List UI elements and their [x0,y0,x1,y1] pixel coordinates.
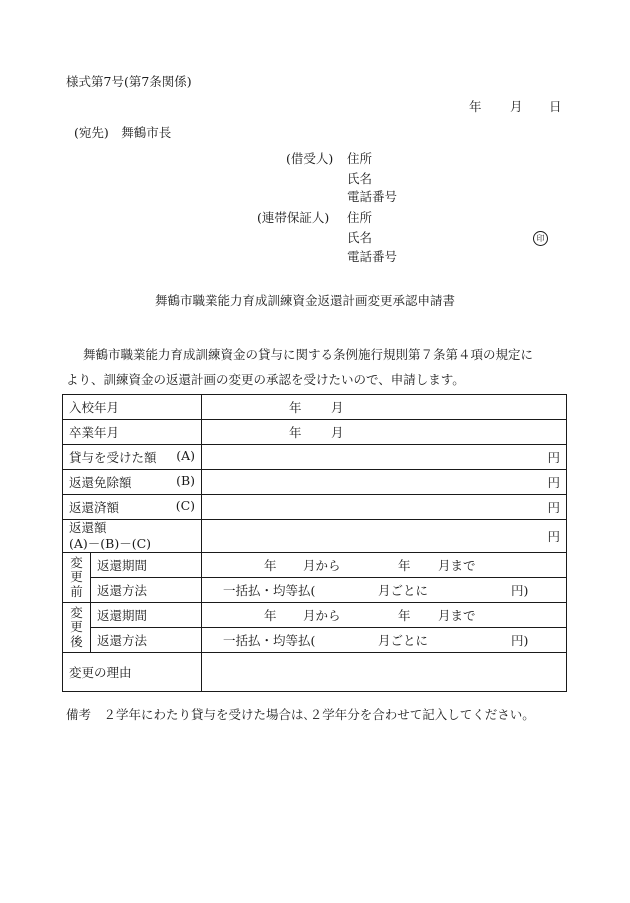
after-method-label: 返還方法 [91,628,202,653]
graduation-year: 年 [289,425,302,440]
before-change-label [63,553,91,603]
graduation-label: 卒業年月 [63,420,202,445]
body-line-1: 舞鶴市職業能力育成訓練資金の貸与に関する条例施行規則第７条第４項の規定に [83,347,534,362]
before-period-value[interactable] [202,553,567,578]
before-until-year: 年 [398,558,411,573]
table-row [63,420,567,445]
after-method-close: 円) [511,633,529,648]
remaining-value[interactable]: 円 [202,520,567,553]
remaining-label-line1: 返還額 [69,520,107,536]
after-method-value[interactable] [202,628,567,653]
form-number: 様式第7号(第7条関係) [66,74,192,89]
amount-b-code: (B) [176,473,196,488]
application-table [62,394,567,692]
date-year: 年 [469,99,482,114]
body-line-2: より、訓練資金の返還計画の変更の承認を受けたいので、申請します。 [66,372,465,387]
after-from-month: 月から [303,608,341,623]
after-char-3: 後 [70,633,83,649]
table-row [63,470,567,495]
after-method-text: 一括払・均等払( [223,633,316,648]
after-method-every: 月ごとに [378,633,429,648]
amount-a-value[interactable]: 円 [202,445,567,470]
enrollment-month: 月 [331,400,344,415]
guarantor-phone-label: 電話番号 [347,249,398,264]
before-char-3: 前 [70,583,83,599]
reason-label: 変更の理由 [63,653,202,692]
seal-mark: 印 [533,231,548,246]
amount-c-text: 返還済額 [69,500,120,515]
before-period-label: 返還期間 [91,553,202,578]
before-char-1: 変 [70,554,83,570]
after-until-year: 年 [398,608,411,623]
before-from-month: 月から [303,558,341,573]
table-row [63,520,567,553]
before-method-label: 返還方法 [91,578,202,603]
amount-b-text: 返還免除額 [69,475,132,490]
date-day: 日 [549,99,562,114]
table-row [63,395,567,420]
amount-a-code: (A) [176,448,196,463]
guarantor-name-label: 氏名 [347,230,373,245]
after-from-year: 年 [264,608,277,623]
graduation-value[interactable] [202,420,567,445]
enrollment-year: 年 [289,400,302,415]
amount-b-value[interactable]: 円 [202,470,567,495]
table-row [63,603,567,628]
before-char-2: 更 [70,569,83,585]
table-row [63,628,567,653]
before-until-month: 月まで [438,558,476,573]
before-method-every: 月ごとに [378,583,429,598]
amount-c-code: (C) [175,498,196,513]
after-change-label [63,603,91,653]
before-method-text: 一括払・均等払( [223,583,316,598]
remarks-note: 備考 ２学年にわたり貸与を受けた場合は､２学年分を合わせて記入してください。 [66,707,535,722]
borrower-address-label: 住所 [347,151,373,166]
reason-value[interactable] [202,653,567,692]
table-row [63,653,567,692]
guarantor-role: (連帯保証人) [257,210,330,225]
amount-a-text: 貸与を受けた額 [69,450,157,465]
borrower-name-label: 氏名 [347,171,373,186]
table-row [63,445,567,470]
table-row [63,553,567,578]
after-char-2: 更 [70,619,83,635]
after-period-value[interactable] [202,603,567,628]
borrower-phone-label: 電話番号 [347,189,398,204]
borrower-role: (借受人) [286,151,334,166]
after-char-1: 変 [70,604,83,620]
amount-a-label [63,445,202,470]
enrollment-label: 入校年月 [63,395,202,420]
after-until-month: 月まで [438,608,476,623]
table-row [63,578,567,603]
amount-c-value[interactable]: 円 [202,495,567,520]
remaining-label-line2: (A)－(B)－(C) [69,536,152,551]
amount-c-label [63,495,202,520]
date-month: 月 [510,99,523,114]
guarantor-address-label: 住所 [347,210,373,225]
before-method-close: 円) [511,583,529,598]
before-from-year: 年 [264,558,277,573]
graduation-month: 月 [331,425,344,440]
enrollment-value[interactable] [202,395,567,420]
addressee: (宛先) 舞鶴市長 [74,125,172,140]
after-period-label: 返還期間 [91,603,202,628]
before-method-value[interactable] [202,578,567,603]
table-row [63,495,567,520]
amount-b-label [63,470,202,495]
remaining-label [63,520,202,553]
document-title: 舞鶴市職業能力育成訓練資金返還計画変更承認申請書 [155,293,456,308]
